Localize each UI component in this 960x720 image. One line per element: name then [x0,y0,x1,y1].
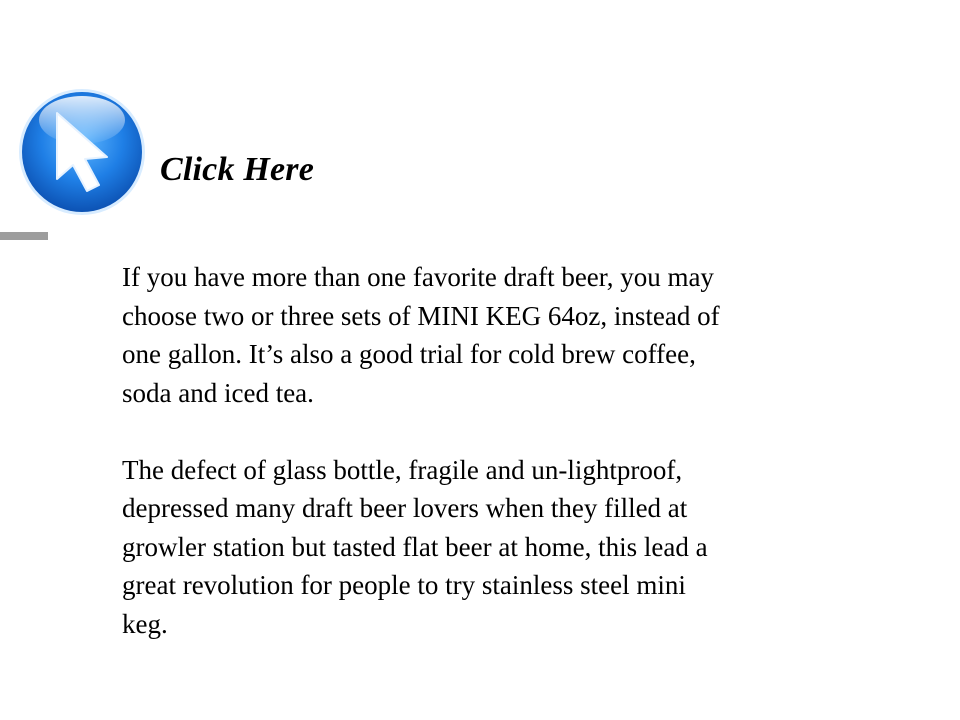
paragraph-1 [122,258,852,412]
text-line: choose two or three sets of MINI KEG 64oz, instead of [122,300,720,331]
text-line: If you have more than one favorite draft beer, you may [122,262,714,292]
click-here-link[interactable]: Click Here [160,151,315,188]
text-line: soda and iced tea. [122,377,314,408]
text-line: The defect of glass bottle, fragile and un-lightproof, [122,454,683,485]
text-line: one gallon. It’s also a good trial for cold brew coffee, [122,339,696,369]
arrow-cursor-icon [17,87,147,217]
text-line: depressed many draft beer lovers when they filled at [122,493,688,523]
cursor-icon-button[interactable] [17,87,147,217]
text-line: great revolution for people to try stainless steel mini [122,570,686,600]
paragraph-2 [122,451,852,644]
watermark-strip [0,232,48,240]
text-line: growler station but tasted flat beer at home, this lead a [122,531,708,562]
body-text [122,258,852,643]
text-line: keg. [122,608,168,639]
